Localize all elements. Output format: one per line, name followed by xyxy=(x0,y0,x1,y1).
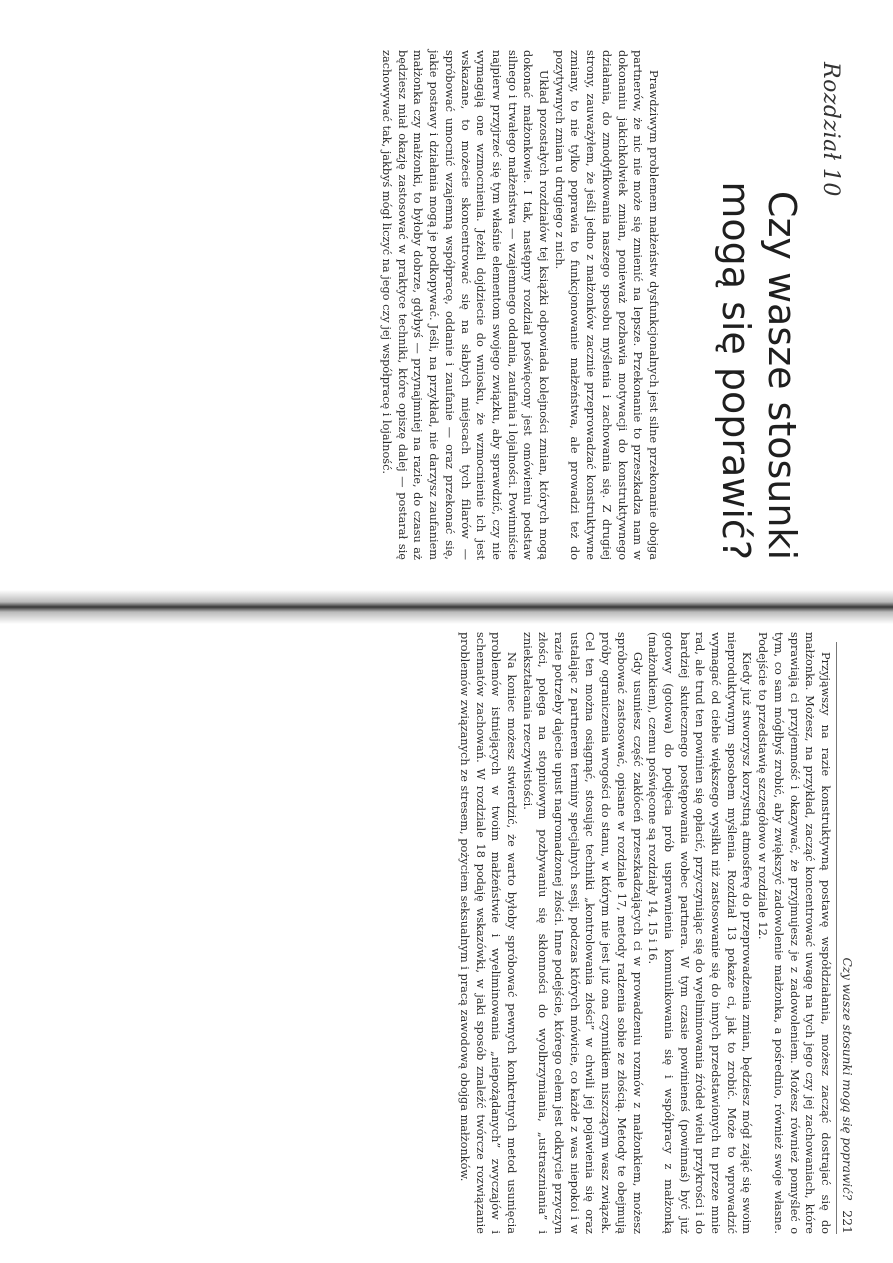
right-page xyxy=(0,624,893,1263)
running-head xyxy=(836,642,855,1234)
chapter-title-line1: Czy wasze stosunki xyxy=(760,190,804,560)
chapter-label: Rozdział 10 xyxy=(818,62,843,197)
paragraph: Gdy usuniesz część zakłóceń przeszkadzających ci w prowadzeniu rozmów z małżonkiem, możesz spróbować zastosować, opisane w rozdziale 17, metody radzenia sobie ze złością. Metody te obejmują próby ograniczenia wrogości do stanu, w którym nie jest już ona czynnikiem niszczącym wasz związek. Cel ten można osiągnąć, stosując techniki „kontrolowania złości” w chwili jej pojawienia się oraz ustalając z partnerem terminy specjalnych sesji, podczas których mówicie, co każde z was niepokoi i w razie potrzeby dajecie upust nagromadzonej złości. Inne podejście, którego celem jest odkrycie przyczyn złości, polega na stopniowym pozbywaniu się skłonności do wyolbrzymiania, „ustraszniania” i zniekształcania rzeczywistości. xyxy=(520,632,644,1234)
right-body-text xyxy=(456,632,833,1234)
paragraph: Kiedy już stworzysz korzystną atmosferę do przeprowadzenia zmian, będziesz mógł zająć się swoim nieproduktywnym sposobem myślenia. Rozdział 13 pokaże ci, jak to zrobić. Może to wprowadzić wymagać od ciebie większego wysiłku niż zastosowanie się do innych przedstawionych tu przeze mnie rad, ale trud ten powinien się opłacić, przyczyniając się do wyeliminowania źródeł wielu przykrości i do bardziej skutecznego postępowania wobec partnera. W tym czasie powinieneś (powinnaś) być już gotowy (gotowa) do podjęcia prób usprawnienia komunikowania się i współpracy z małżonką (małżonkiem), czemu poświęcone są rozdziały 14, 15 i 16. xyxy=(646,632,754,1234)
paragraph: Układ pozostałych rozdziałów tej książki odpowiada kolejności zmian, których mogą dokonać małżonkowie. I tak, następny rozdział poświęcony jest omówieniu podstaw silnego i trwałego małżeństwa — wzajemnego oddania, zaufania i lojalności. Powinniście najpierw przyjrzeć się tym właśnie elementom swojego związku, aby sprawdzić, czy nie wymagają one wzmocnienia. Jeżeli dojdziecie do wniosku, że wzmocnienie ich jest wskazane, to możecie skoncentrować się na słabych miejscach tych filarów — spróbować umocnić wzajemną współpracę, oddanie i zaufanie — oraz przekonać się, jakie postawy i działania mogą je podkopywać. Jeśli, na przykład, nie darzysz zaufaniem małżonka czy małżonki, to byłoby dobrze, gdybyś — przynajmniej na razie, do czasu aż będziesz miał okazję zastosować w praktyce techniki, które opiszę dalej — postarał się zachowywać tak, jakbyś mógł liczyć na jego czy jej współpracę i lojalność. xyxy=(380,50,551,560)
left-body-text xyxy=(378,50,661,560)
paragraph: Prawdziwym problemem małżeństw dysfunkcjonalnych jest silne przekonanie obojga partnerów, że nic nie może się zmienić na lepsze. Przekonanie to przeszkadza nam w dokonaniu jakichkolwiek zmian, ponieważ pozbawia motywacji do konstruktywnego działania, do zmodyfikowania naszego sposobu myślenia i zachowania się. Z drugiej strony, zauważyłem, że jeśli jedno z małżonków zacznie przeprowadzać konstruktywne zmiany, to nie tylko poprawia to funkcjonowanie małżeństwa, ale prowadzi też do pozytywnych zmian u drugiego z nich. xyxy=(552,50,660,560)
chapter-title-line2: mogą się poprawić? xyxy=(714,181,758,560)
paragraph: Na koniec możesz stwierdzić, że warto byłoby spróbować pewnych konkretnych metod usunięcia problemów istniejących w twoim małżeństwie i wyeliminowania „niepożądanych” zwyczajów i schematów zachowań. W rozdziale 18 podaję wskazówki, w jaki sposób znaleźć twórcze rozwiązanie problemów związanych ze stresem, pożyciem seksualnym i pracą zawodową obojga małżonków. xyxy=(457,632,518,1234)
running-head-title: Czy wasze stosunki mogą się poprawić? xyxy=(840,957,854,1201)
chapter-title xyxy=(713,120,805,560)
book-gutter xyxy=(0,590,893,624)
left-page xyxy=(0,0,893,590)
paragraph: Przyjąwszy na razie konstruktywną postawę współdziałania, możesz zacząć dostrajać się do małżonka. Możesz, na przykład, zacząć koncentrować uwagę na tych jego czy jej zachowaniach, które sprawiają ci przyjemność i okazywać, że przyjmujesz je z zadowoleniem. Możesz również pomyśleć o tym, co sam mógłbyś zrobić, aby zwiększyć zadowolenie małżonka, a pośrednio, również swoje własne. Podejście to przedstawię szczegółowo w rozdziale 12. xyxy=(756,632,832,1234)
page-number: 221 xyxy=(840,1210,855,1234)
